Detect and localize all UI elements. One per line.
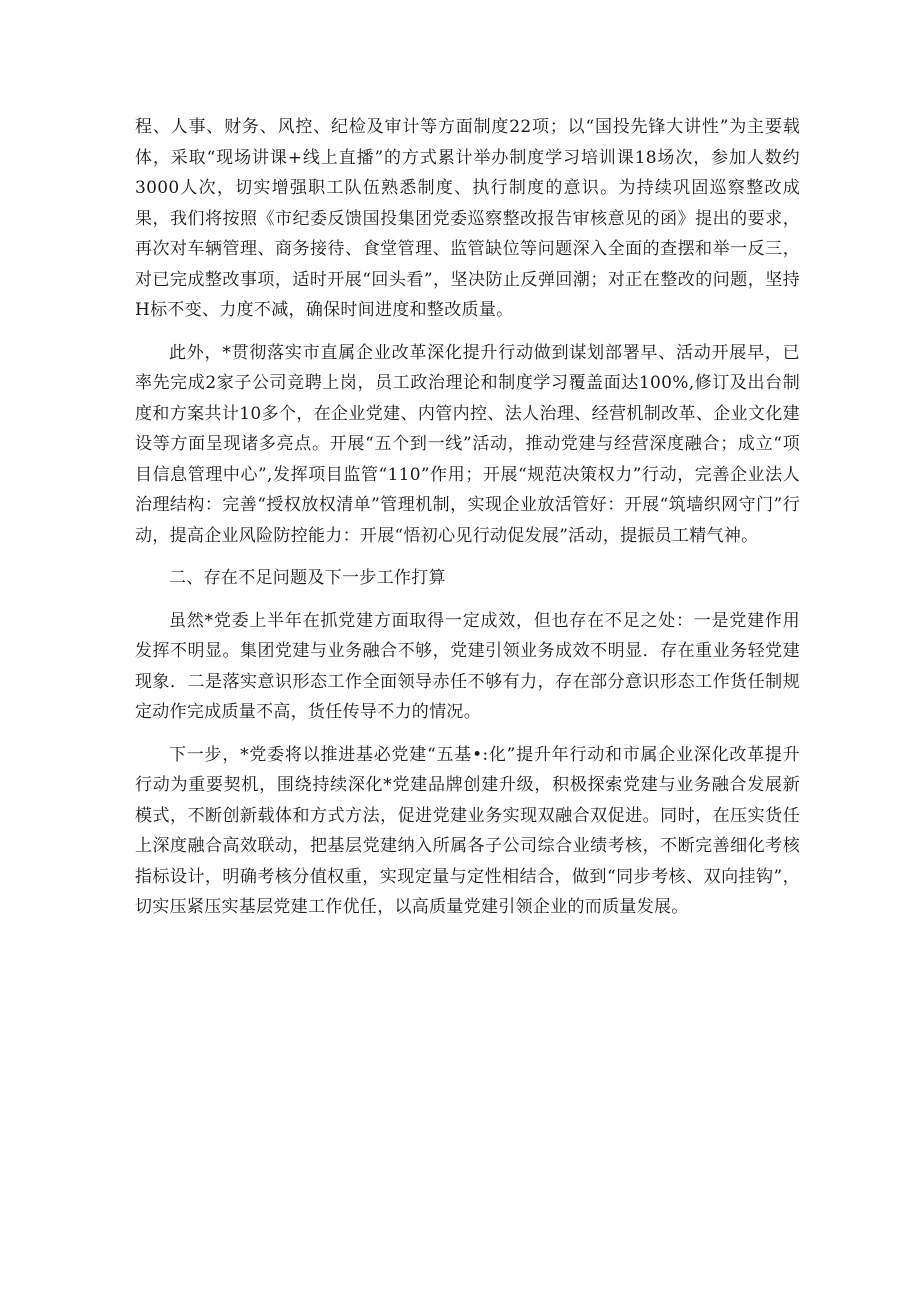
document-page — [135, 112, 800, 923]
paragraph-3: 虽然*党委上半年在抓党建方面取得一定成效，但也存在不足之处：一是党建作用发挥不明显。集团党建与业务融合不够，党建引领业务成效不明显．存在重业务轻党建现象．二是落实意识形态工作全面领导赤任不够有力，存在部分意识形态工作货任制规定动作完成质量不高，货任传导不力的情况。 — [135, 610, 800, 722]
paragraph-gap — [135, 551, 800, 563]
paragraph-1: 程、人事、财务、风控、纪检及审计等方面制度22项；以“国投先锋大讲性”为主要载体，采取“现场讲课+线上直播”的方式累计举办制度学习培训课18场次，参加人数约3000人次，切实增强职工队伍熟悉制度、执行制度的意识。为持续巩固巡察整改成果，我们将按照《市纪委反馈国投集团党委巡察整改报告审核意见的函》提出的要求，再次对车辆管理、商务接待、食堂管理、监管缺位等问题深入全面的查摆和举一反三，对已完成整改事项，适时开展“回头看”，坚决防止反弹回潮；对正在整改的问题，坚持H标不变、力度不减，确保时间进度和整改质量。 — [135, 117, 800, 320]
paragraph-gap — [135, 326, 800, 338]
paragraph-gap — [135, 594, 800, 606]
section-heading: 二、存在不足问题及下一步工作打算 — [169, 568, 446, 588]
paragraph-gap — [135, 728, 800, 740]
paragraph-2: 此外，*贯彻落实市直属企业改革深化提升行动做到谋划部署早、活动开展早，已率先完成2家子公司竞聘上岗，员工政治理论和制度学习覆盖面达100%,修订及出台制度和方案共计10多个，在企业党建、内管内控、法人治理、经营机制改革、企业文化建设等方面呈现诸多亮点。开展“五个到一线”活动，推动党建与经营深度融合；成立“项目信息管理中心”,发挥项目监管“110”作用；开展“规范决策权力”行动，完善企业法人治理结构：完善“授权放权清单”管理机制，实现企业放活管好：开展“筑墙织网守门”行动，提高企业风险防控能力：开展“悟初心见行动促发展”活动，提振员工精气神。 — [135, 342, 800, 546]
paragraph-4: 下一步，*党委将以推进基必党建“五基•:化”提升年行动和市属企业深化改革提升行动为重要契机，围绕持续深化*党建品牌创建升级，积极探索党建与业务融合发展新模式，不断创新载体和方式方法，促进党建业务实现双融合双促进。同时，在压实货任上深度融合高效联动，把基层党建纳入所属各子公司综合业绩考核，不断完善细化考核指标设计，明确考核分值权重，实现定量与定性相结合，做到“同步考核、双向挂钩”，切实压紧压实基层党建工作优任，以高质量党建引领企业的而质量发展。 — [135, 744, 800, 917]
